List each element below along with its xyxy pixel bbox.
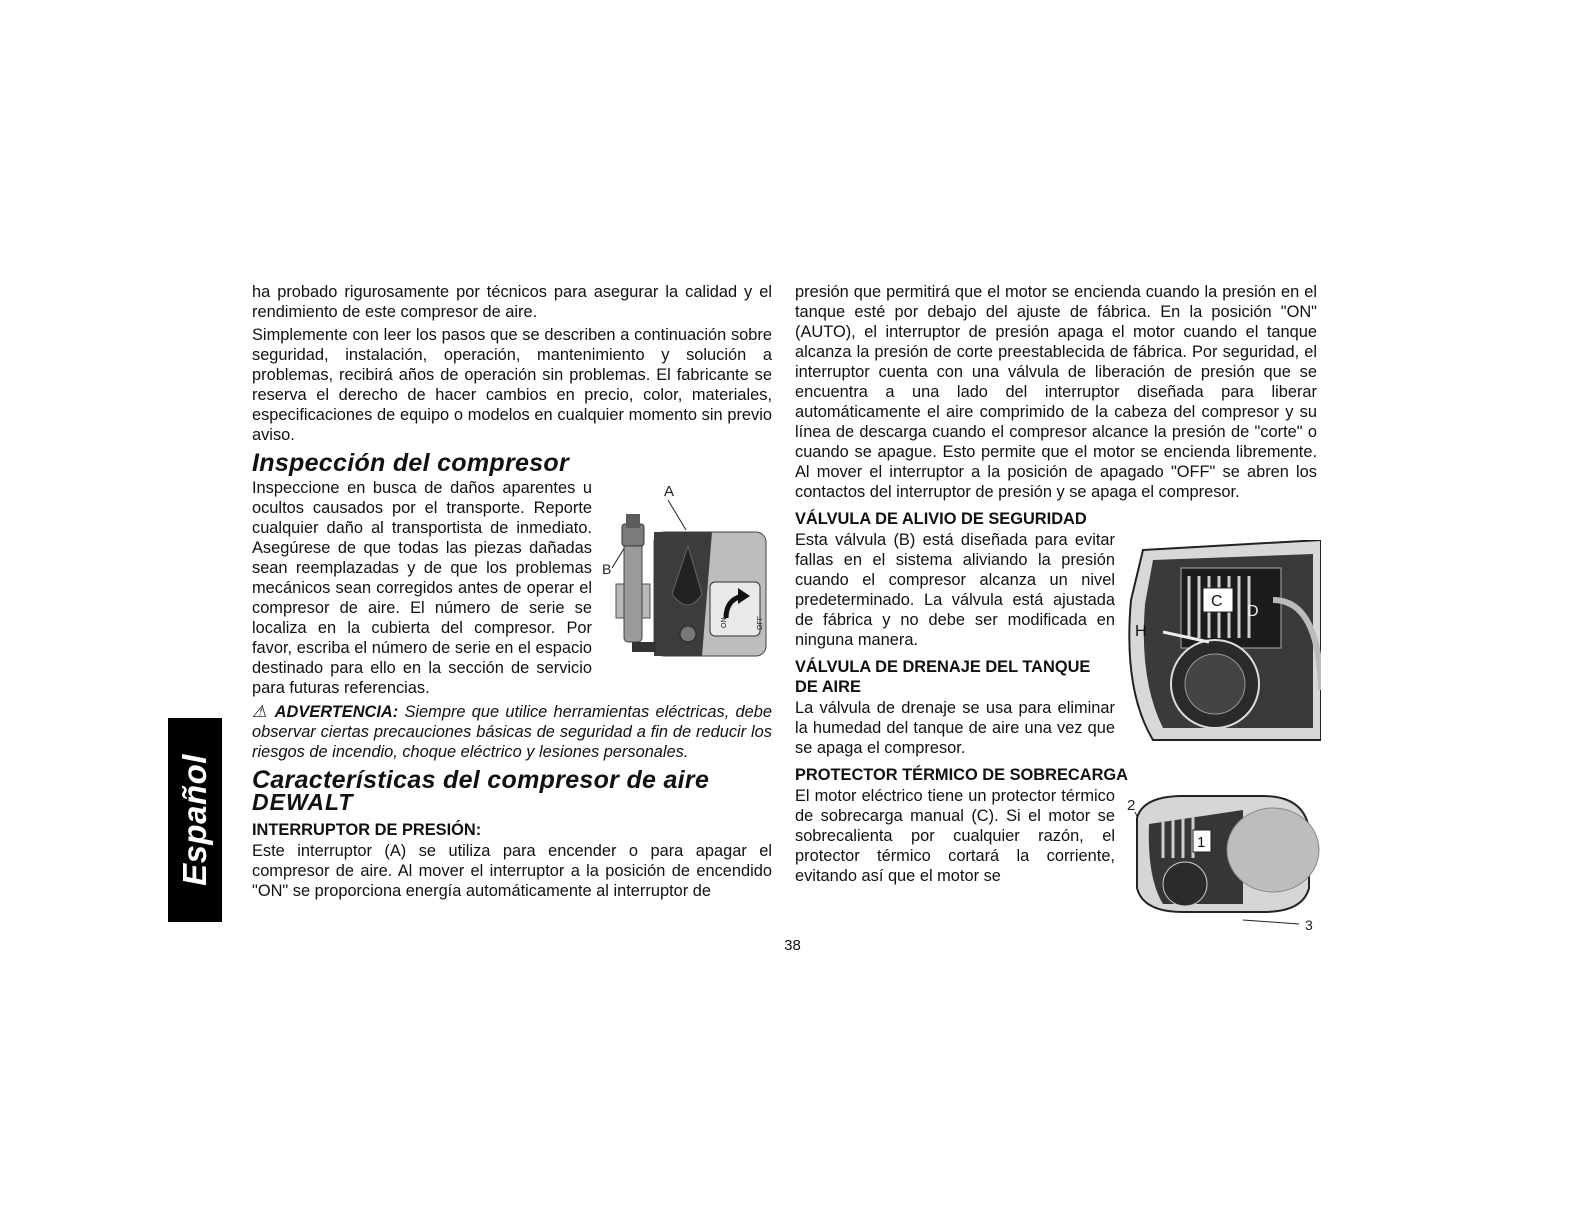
figure-label-1: 1 <box>1197 834 1206 851</box>
drain-valve-body: La válvula de drenaje se usa para eliminar la humedad del tanque de aire una vez que se apaga el compresor. <box>795 699 1115 757</box>
safety-valve-body: Esta válvula (B) está diseñada para evitar fallas en el sistema aliviando la presión cuando el compresor alcanza un nivel predeterminado. La válvula está ajustada de fábrica y no debe ser modificada en ninguna manera. <box>795 531 1115 649</box>
safety-valve-heading: VÁLVULA DE ALIVIO DE SEGURIDAD <box>795 510 1087 528</box>
figure-label-h: H <box>1135 623 1147 640</box>
inspection-body: Inspeccione en busca de daños aparentes u ocultos causados por el transporte. Reporte cualquier daño al transportista de inmediato. Asegúrese de que todas las piezas dañadas sean reemplazadas y de que los problemas mecánicos sean corregidos antes de operar el compresor de aire. El número de serie se localiza en la cubierta del compresor. Por favor, escriba el número de serie en el espacio destinado para ello en la sección de servicio para futuras referencias. <box>252 479 592 697</box>
language-tab <box>168 718 222 922</box>
warning-paragraph <box>252 702 772 762</box>
language-tab-label: Español <box>176 754 213 886</box>
drain-valve-heading: VÁLVULA DE DRENAJE DEL TANQUE DE AIRE <box>795 658 1091 696</box>
switch-on-label: ON <box>721 617 728 628</box>
left-column <box>252 282 772 904</box>
intro-paragraph-1: ha probado rigurosamente por técnicos para asegurar la calidad y el rendimiento de este compresor de aire. <box>252 283 772 321</box>
compressor-valve-figure <box>1123 540 1321 742</box>
inspection-heading: Inspección del compresor <box>252 449 570 477</box>
warning-text: Siempre que utilice herramientas eléctricas, debe observar ciertas precauciones básicas de seguridad a fin de reducir los riesgos de incendio, choque eléctrico y lesiones personales. <box>252 703 772 761</box>
figure-label-3: 3 <box>1305 917 1313 933</box>
figure-label-2: 2 <box>1127 797 1136 814</box>
warning-label: ADVERTENCIA: <box>274 703 399 721</box>
figure-label-c: C <box>1211 593 1223 610</box>
switch-off-label: OFF <box>757 616 764 630</box>
features-heading: Características del compresor de aire <box>252 766 710 794</box>
pressure-switch-body: Este interruptor (A) se utiliza para encender o para apagar el compresor de aire. Al mover el interruptor a la posición de encendido "ON" se proporciona energía automáticamente al interruptor de <box>252 842 772 900</box>
thermal-protector-figure <box>1123 788 1321 934</box>
figure-label-d: D <box>1247 603 1259 620</box>
features-brand: DEWALT <box>252 789 354 815</box>
pressure-switch-continued: presión que permitirá que el motor se encienda cuando la presión en el tanque esté por debajo del ajuste de fábrica. En la posición "ON" (AUTO), el interruptor de presión apaga el motor cuando el tanque alcanza la presión de corte preestablecida de fábrica. Por seguridad, el interruptor cuenta con una válvula de liberación de presión que se encuentra a una lado del interruptor diseñada para liberar automáticamente el aire comprimido de la cabeza del compresor y su línea de descarga cuando el compresor alcance la presión de "corte" o cuando se apague. Esto permite que el motor se encienda libremente. Al mover el interruptor a la posición de apagado "OFF" se abren los contactos del interruptor de presión y se apaga el compresor. <box>795 283 1317 501</box>
thermal-protector-heading: PROTECTOR TÉRMICO DE SOBRECARGA <box>795 766 1128 784</box>
page-number: 38 <box>784 937 801 954</box>
figure-label-b: B <box>602 561 612 577</box>
right-column <box>795 282 1317 934</box>
figure-label-a: A <box>664 484 675 500</box>
pressure-switch-heading: INTERRUPTOR DE PRESIÓN: <box>252 821 482 839</box>
intro-paragraph-2: Simplemente con leer los pasos que se describen a continuación sobre seguridad, instalación, operación, mantenimiento y solución a problemas, recibirá años de operación sin problemas. El fabricante se reserva el derecho de hacer cambios en precio, color, materiales, especificaciones de equipo o modelos en cualquier momento sin previo aviso. <box>252 326 772 444</box>
thermal-protector-body: El motor eléctrico tiene un protector térmico de sobrecarga manual (C). Si el motor se sobrecalienta por cualquier razón, el protector térmico cortará la corriente, evitando así que el motor se <box>795 787 1115 885</box>
warning-triangle-icon: ⚠ <box>252 703 269 721</box>
pressure-switch-figure <box>602 484 772 664</box>
